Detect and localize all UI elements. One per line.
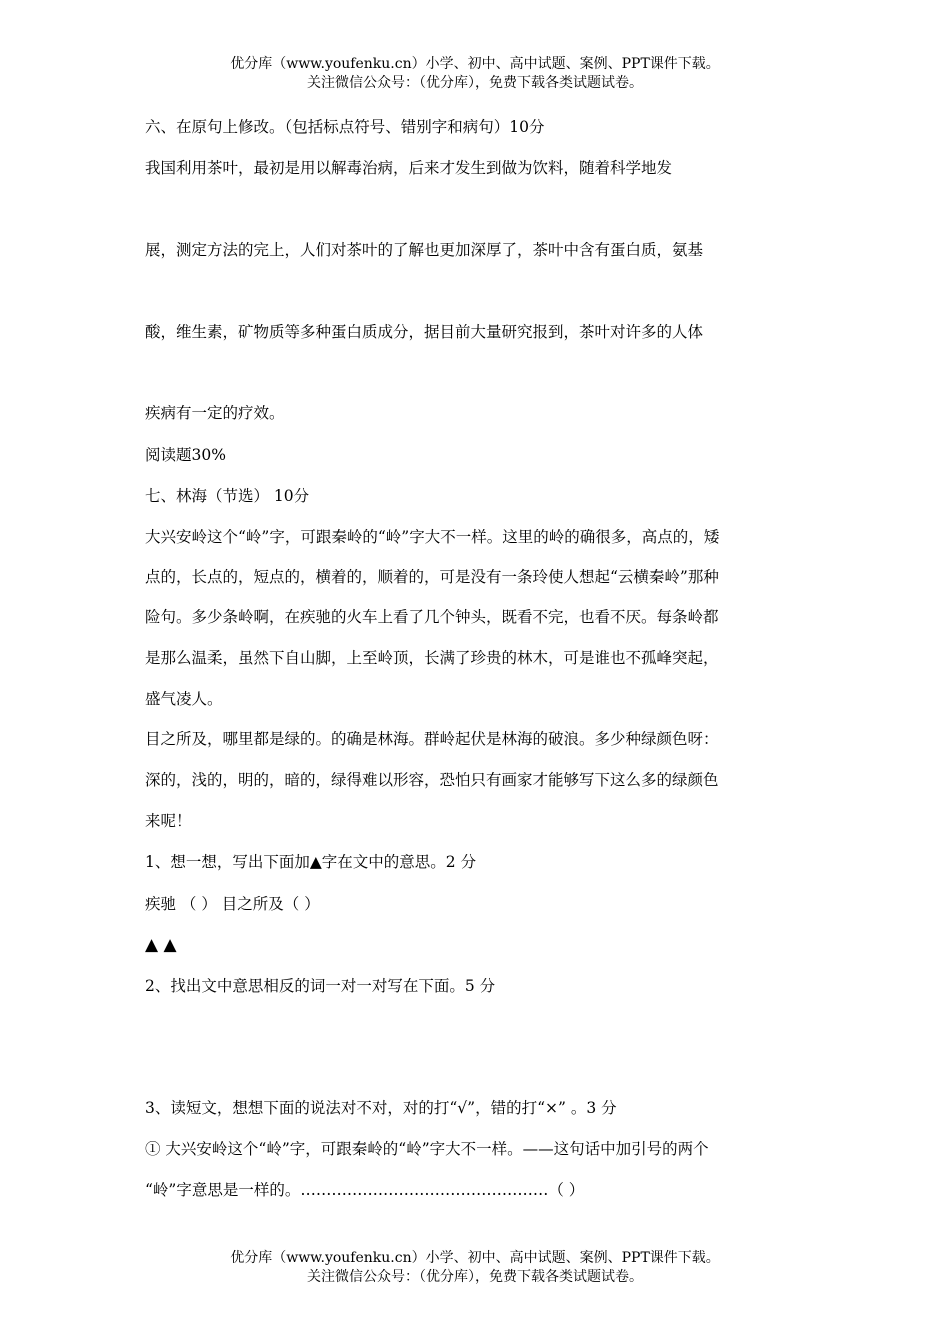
passage-p1-line-3: 险句。多少条岭啊，在疾驰的火车上看了几个钟头，既看不完，也看不厌。每条岭都: [145, 608, 719, 626]
passage-p1-line-1: 大兴安岭这个“岭”字，可跟秦岭的“岭”字大不一样。这里的岭的确很多，高点的，矮: [145, 528, 720, 546]
footer-line-1: 优分库（www.youfenku.cn）小学、初中、高中试题、案例、PPT课件下载。: [230, 1250, 720, 1266]
footer-line-2: 关注微信公众号：（优分库），免费下载各类试题试卷。: [307, 1269, 643, 1285]
header-line-1: 优分库（www.youfenku.cn）小学、初中、高中试题、案例、PPT课件下载。: [230, 56, 720, 72]
page-footer: [0, 1249, 950, 1287]
passage-p1-line-2: 点的，长点的，短点的，横着的，顺着的，可是没有一条玲使人想起“云横秦岭”那种: [145, 568, 719, 586]
passage-p2-line-2: 深的，浅的，明的，暗的，绿得难以形容，恐怕只有画家才能够写下这么多的绿颜色: [145, 771, 719, 789]
section-6-line-1: 我国利用茶叶，最初是用以解毒治病，后来才发生到做为饮料，随着科学地发: [145, 159, 673, 177]
section-6-line-3: 酸，维生素，矿物质等多种蛋白质成分，据目前大量研究报到，茶叶对许多的人体: [145, 323, 704, 341]
passage-p2-line-1: 目之所及，哪里都是绿的。的确是林海。群岭起伏是林海的破浪。多少种绿颜色呀：: [145, 730, 719, 748]
question-1-items: 疾驰 （ ） 目之所及（ ）: [145, 895, 320, 913]
passage-p1-line-5: 盛气凌人。: [145, 690, 223, 708]
page-header: [0, 55, 950, 93]
header-line-2: 关注微信公众号：（优分库），免费下载各类试题试卷。: [307, 75, 643, 91]
section-7-title: 七、林海（节选） 10分: [145, 487, 310, 505]
section-6-line-4: 疾病有一定的疗效。: [145, 404, 285, 422]
question-2-prompt: 2、找出文中意思相反的词一对一对写在下面。5 分: [145, 977, 496, 995]
question-3-item-1-line-1: ① 大兴安岭这个“岭”字，可跟秦岭的“岭”字大不一样。——这句话中加引号的两个: [145, 1140, 709, 1158]
reading-heading: 阅读题30%: [145, 446, 226, 464]
question-1-marks: ▲ ▲: [145, 935, 177, 955]
section-6-title: 六、在原句上修改。（包括标点符号、错别字和病句）10分: [145, 118, 545, 136]
section-6-line-2: 展，测定方法的完上，人们对茶叶的了解也更加深厚了，茶叶中含有蛋白质，氨基: [145, 241, 704, 259]
question-3-prompt: 3、读短文，想想下面的说法对不对，对的打“√”，错的打“×” 。3 分: [145, 1099, 617, 1117]
question-3-item-1-line-2: “岭”字意思是一样的。…………………………………………（ ）: [145, 1181, 585, 1199]
passage-p2-line-3: 来呢！: [145, 812, 192, 830]
passage-p1-line-4: 是那么温柔，虽然下自山脚，上至岭顶，长满了珍贵的林木，可是谁也不孤峰突起，: [145, 649, 719, 667]
question-1-prompt: 1、想一想，写出下面加▲字在文中的意思。2 分: [145, 853, 477, 871]
